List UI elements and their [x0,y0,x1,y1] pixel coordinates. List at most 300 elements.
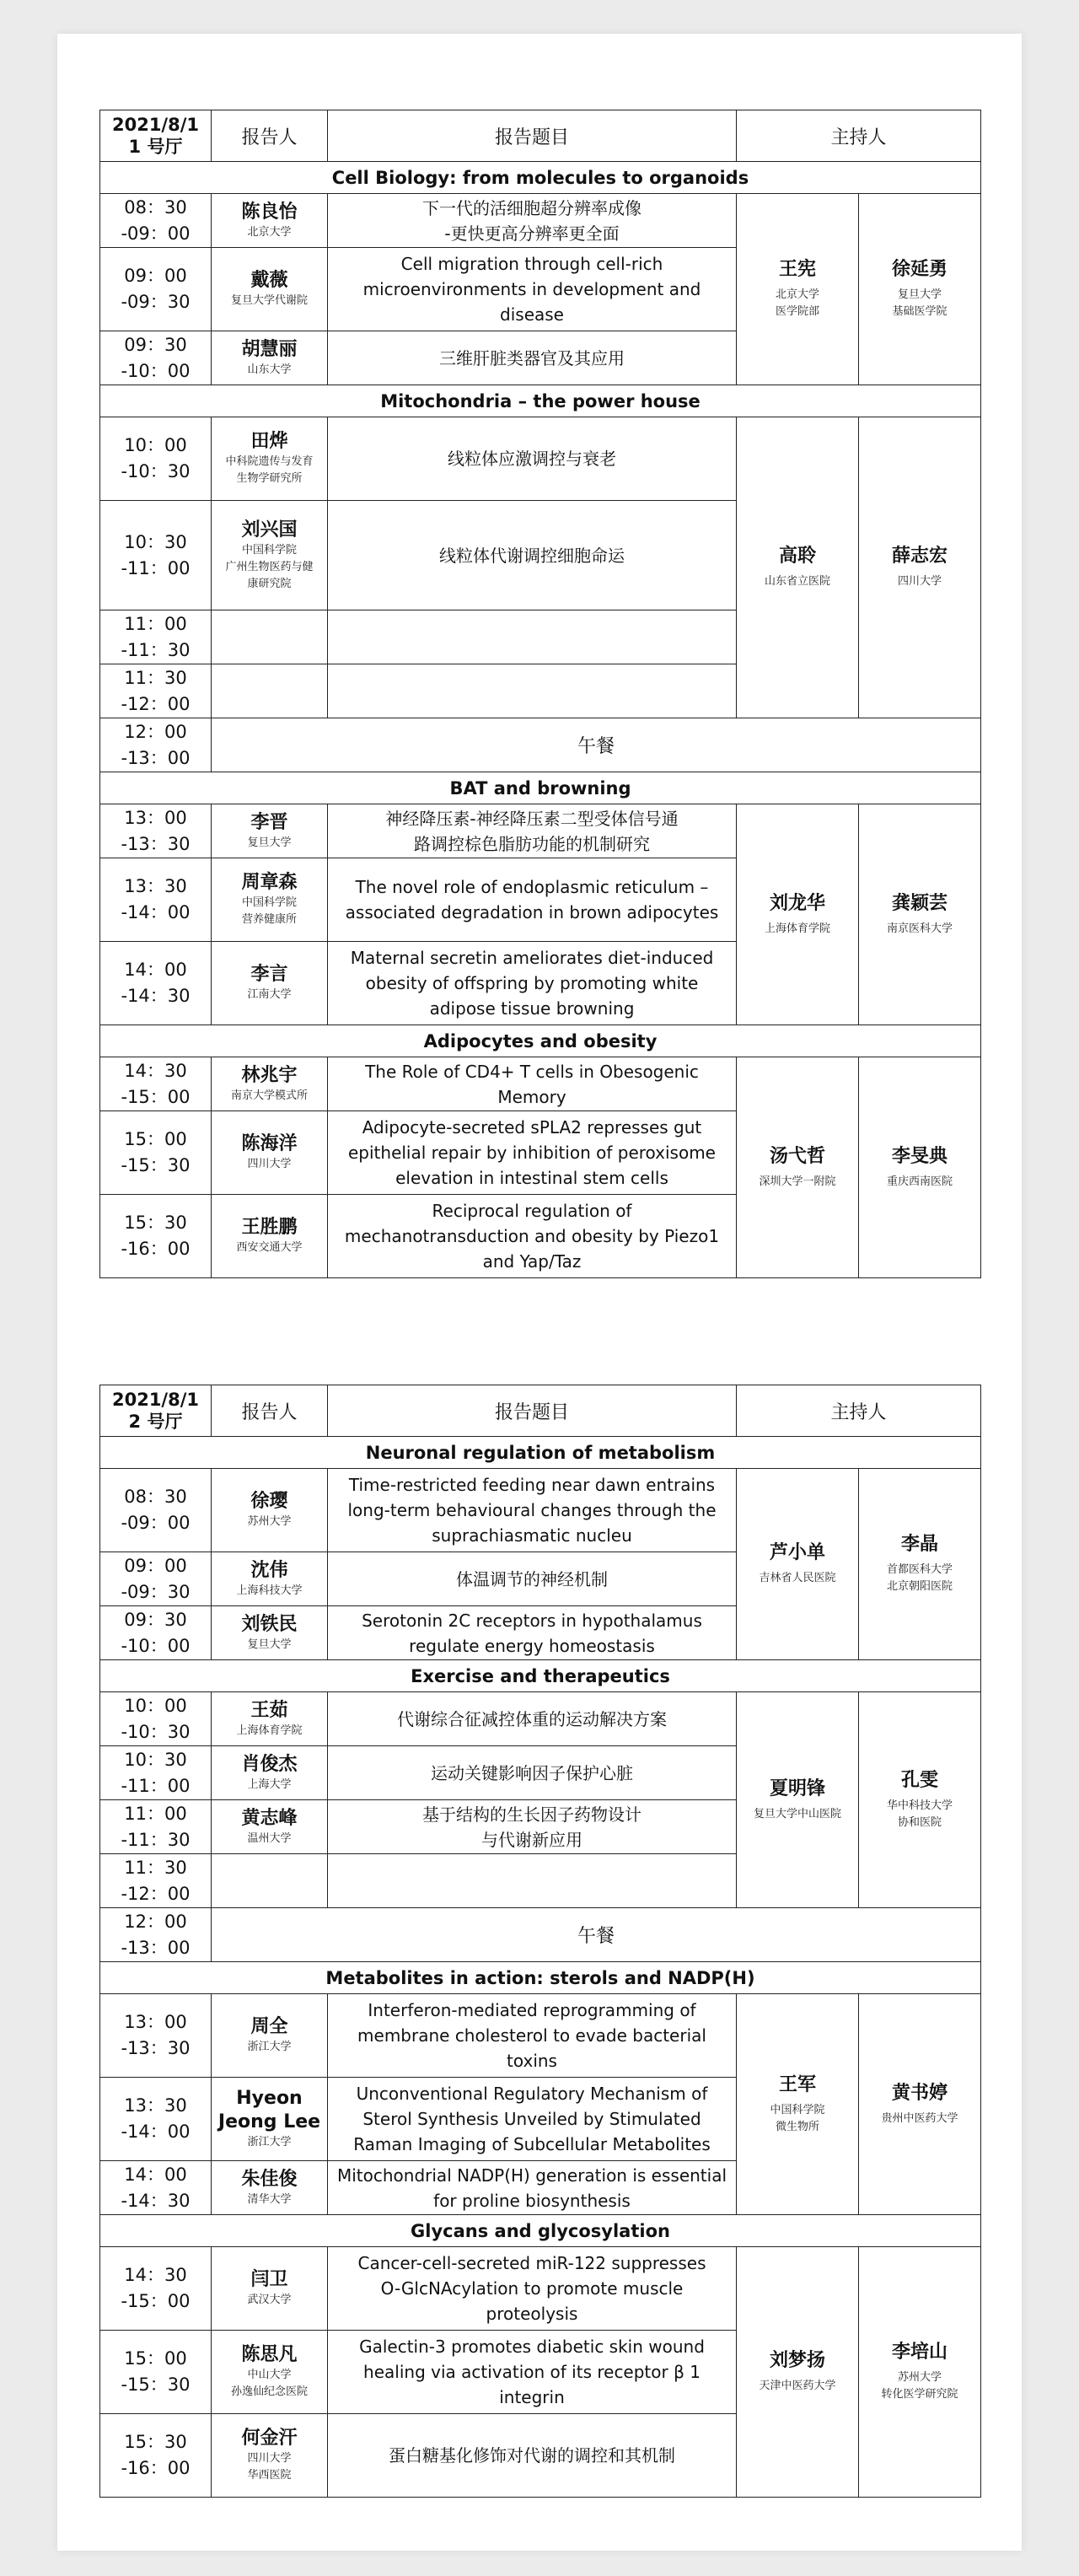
topic-text [328,446,736,471]
speaker-cell [212,331,328,385]
speaker-name: 王胜鹏 [241,1217,298,1238]
time-slot-line: -11：30 [121,639,191,660]
topic-cell [328,1111,737,1195]
time-slot-line: -12：00 [121,693,191,714]
time-cell [100,2161,212,2215]
topic-text-line: 蛋白糖基化修饰对代谢的调控和其机制 [389,2445,675,2466]
time-slot-line: -13：00 [121,747,191,768]
time-slot-line: -16：00 [121,2458,191,2478]
time-slot-line: 10：00 [124,435,187,455]
host-affiliation [737,2102,858,2136]
topic-text-line: 神经降压素-神经降压素二型受体信号通 [385,808,679,829]
speaker-affiliation-line: 苏州大学 [247,1515,292,1528]
speaker-affiliation [212,1583,327,1600]
speaker-affiliation-line: 温州大学 [247,1831,292,1845]
speaker-affiliation [212,2039,327,2056]
host-cell [859,804,981,1025]
time-slot-line: 10：30 [124,531,187,552]
topic-cell [328,1692,737,1746]
topic-text-line: Interferon-mediated reprogramming of [368,2000,696,2020]
time-slot [100,1553,211,1605]
section-title: Glycans and glycosylation [100,2215,981,2247]
time-cell [100,1195,212,1278]
topic-text-line: obesity of offspring by promoting white [365,973,699,993]
speaker-name: 周章森 [241,872,298,893]
lunch-label: 午餐 [212,1908,981,1962]
speaker-name: 徐璎 [250,1491,288,1512]
topic-text-line: -更快更高分辨率更全面 [444,223,620,244]
topic-text-line: Memory [497,1086,566,1107]
speaker-affiliation-line: 广州生物医药与健 [225,560,314,573]
time-cell [100,194,212,248]
topic-text-line: O-GlcNAcylation to promote muscle [380,2278,684,2299]
speaker-affiliation [212,987,327,1003]
speaker-cell [212,1195,328,1278]
time-slot-line: 11：30 [124,667,187,688]
topic-text [328,2251,736,2326]
topic-text-line: Raman Imaging of Subcellular Metabolites [353,2134,711,2154]
host-affiliation [859,921,980,938]
host-cell [859,1469,981,1660]
host-affiliation [859,1562,980,1595]
time-slot-line: -09：00 [121,1513,191,1533]
time-slot-line: -14：30 [121,986,191,1006]
topic-text [328,2081,736,2157]
speaker-affiliation [212,224,327,241]
speaker-cell [212,2331,328,2414]
speaker-affiliation [212,2367,327,2401]
time-slot-line: 09：30 [124,1609,187,1630]
speaker-cell [212,610,328,664]
host-name: 刘龙华 [769,892,825,914]
section-title-row [100,1962,981,1994]
host-affiliation [737,573,858,590]
topic-text-line: disease [500,304,564,325]
time-slot-line: -14：30 [121,2190,191,2211]
date-text: 2021/8/1 [111,1390,199,1410]
speaker-affiliation-line: 孙逸仙纪念医院 [230,2385,308,2398]
topic-text [328,2163,736,2213]
topic-text [328,1567,736,1592]
session-row [100,417,981,501]
time-slot-line: 09：00 [124,1555,187,1576]
time-slot-line: 15：00 [124,2348,187,2369]
speaker-affiliation-line: 生物学研究所 [236,472,303,485]
time-slot-line: 13：00 [124,2012,187,2032]
topic-text-line: 体温调节的神经机制 [456,1568,608,1589]
speaker-affiliation [212,1831,327,1847]
topic-text [328,543,736,568]
time-slot-line: -15：00 [121,1086,191,1107]
speaker-cell [212,1854,328,1908]
speaker-affiliation-line: 中科院遗传与发育 [225,455,314,468]
host-affiliation-line: 基础医学院 [892,305,947,318]
host-affiliation-line: 重庆西南医院 [887,1175,953,1188]
topic-cell [328,2414,737,2498]
speaker-cell [212,1994,328,2078]
speaker-name: 肖俊杰 [241,1753,298,1775]
section-title-row [100,1660,981,1692]
speaker-affiliation-line: 上海科技大学 [236,1584,303,1597]
topic-cell [328,2078,737,2161]
time-slot [100,332,211,385]
time-slot [100,805,211,858]
host-cell [737,1692,859,1908]
time-slot [100,1909,211,1961]
time-cell [100,1994,212,2078]
host-affiliation-line: 苏州大学 [898,2371,942,2384]
speaker-name: 何金汗 [241,2428,298,2449]
time-slot-line: 13：00 [124,807,187,828]
topic-text [328,1115,736,1191]
topic-text-line: and Yap/Taz [482,1251,582,1272]
time-slot [100,719,211,772]
host-affiliation-line: 微生物所 [775,2120,819,2133]
speaker-cell [212,804,328,858]
time-slot [100,665,211,718]
time-cell [100,1800,212,1854]
topic-text-line: associated degradation in brown adipocytes [345,902,719,922]
topic-text [328,1059,736,1110]
topic-text-line: Sterol Synthesis Unveiled by Stimulated [362,2109,701,2129]
topic-cell [328,1606,737,1660]
speaker-name: 田烨 [250,431,288,452]
time-slot-line: -15：30 [121,1155,191,1175]
speaker-cell [212,1111,328,1195]
speaker-affiliation-line: 北京大学 [247,225,292,239]
speaker-name: 黄志峰 [241,1807,298,1829]
speaker-affiliation-line: 上海体育学院 [236,1724,303,1737]
host-affiliation [737,287,858,320]
topic-text [328,874,736,925]
time-slot-line: 08：30 [124,196,187,218]
date-hall-cell [100,1385,212,1437]
topic-cell [328,1994,737,2078]
topic-text-line: for proline biosynthesis [433,2190,631,2211]
time-slot-line: 13：30 [124,2095,187,2116]
time-slot [100,2009,211,2062]
speaker-cell [212,1692,328,1746]
host-header: 主持人 [737,1385,981,1437]
topic-text-line: long-term behavioural changes through the [347,1500,717,1520]
speaker-affiliation-line: 西安交通大学 [236,1241,303,1254]
topic-cell [328,1854,737,1908]
topic-cell [328,858,737,942]
time-slot [100,1747,211,1799]
time-slot-line: -10：30 [121,461,191,481]
topic-text-line: mechanotransduction and obesity by Piezo1 [344,1226,720,1246]
host-affiliation-line: 复旦大学中山医院 [753,1807,841,1820]
speaker-name: 陈海洋 [241,1133,298,1154]
time-slot-line: -10：30 [121,1721,191,1742]
speaker-affiliation [212,2134,327,2151]
time-slot-line: 14：00 [124,960,187,980]
time-cell [100,2414,212,2498]
host-affiliation [737,921,858,938]
host-cell [737,1469,859,1660]
topic-text [328,196,736,246]
section-title: BAT and browning [100,772,981,804]
host-cell [737,1994,859,2215]
topic-text-line: Time-restricted feeding near dawn entrains [348,1475,716,1495]
time-cell [100,1469,212,1552]
host-cell [859,417,981,718]
header-row [100,110,981,162]
topic-cell [328,2161,737,2215]
host-name: 芦小单 [769,1542,825,1563]
time-slot-line: -09：30 [121,1581,191,1602]
speaker-cell [212,2161,328,2215]
speaker-affiliation-line: 中山大学 [247,2369,292,2381]
host-affiliation [737,1570,858,1587]
topic-text [328,806,736,857]
speaker-cell [212,1469,328,1552]
host-affiliation-line: 首都医科大学 [887,1563,953,1576]
date-hall-cell [100,110,212,162]
topic-cell [328,248,737,331]
time-slot [100,195,211,247]
topic-text [328,1608,736,1659]
topic-text-line: The Role of CD4+ T cells in Obesogenic [365,1061,699,1082]
speaker-cell [212,1746,328,1800]
speaker-cell [212,194,328,248]
host-cell [859,1692,981,1908]
time-slot [100,2346,211,2398]
time-slot [100,1210,211,1262]
time-slot [100,611,211,664]
speaker-name: 胡慧丽 [241,338,298,360]
section-title-row [100,772,981,804]
speaker-cell [212,417,328,501]
topic-cell [328,1746,737,1800]
session-row [100,1994,981,2078]
section-title: Metabolites in action: sterols and NADP(H) [100,1962,981,1994]
host-affiliation-line: 转化医学研究院 [881,2388,958,2401]
topic-text-line: Cell migration through cell-rich [400,254,663,274]
time-slot-line: -13：00 [121,1937,191,1958]
time-slot [100,263,211,315]
speaker-cell [212,2078,328,2161]
time-slot-line: 14：30 [124,2265,187,2285]
speaker-affiliation-line: 南京大学模式所 [230,1089,308,1102]
topic-text [328,945,736,1021]
time-slot-line: 15：30 [124,1213,187,1233]
host-affiliation-line: 深圳大学一附院 [759,1175,836,1188]
host-name: 汤弋哲 [769,1145,825,1167]
speaker-affiliation-line: 中国科学院 [241,896,297,909]
time-cell [100,1552,212,1606]
section-title: Adipocytes and obesity [100,1025,981,1057]
host-cell [737,2247,859,2498]
section-title-row [100,385,981,417]
speaker-affiliation-line: 华西医院 [247,2469,292,2482]
lunch-label: 午餐 [212,718,981,772]
topic-text [328,346,736,371]
time-slot-line: -13：30 [121,833,191,854]
host-cell [859,1994,981,2215]
time-slot-line: 13：30 [124,876,187,896]
host-name: 黄书婷 [892,2082,948,2104]
host-affiliation [859,573,980,590]
time-slot-line: -15：00 [121,2291,191,2311]
topic-text [328,1998,736,2073]
speaker-affiliation [212,1637,327,1654]
speaker-affiliation-line: 复旦大学 [247,836,292,849]
speaker-affiliation [212,1723,327,1740]
time-slot [100,1127,211,1179]
section-title: Exercise and therapeutics [100,1660,981,1692]
topic-text-line: healing via activation of its receptor β 1 [363,2362,701,2382]
time-slot-line: -12：00 [121,1883,191,1904]
topic-text-line: regulate energy homeostasis [409,1635,655,1656]
host-cell [737,194,859,385]
topic-text-line: epithelial repair by inhibition of peroxisome [348,1143,716,1163]
topic-cell [328,1195,737,1278]
speaker-cell [212,858,328,942]
host-affiliation-line: 复旦大学 [898,288,942,301]
speaker-affiliation-line: 营养健康所 [241,913,297,926]
time-slot-line: -10：00 [121,1635,191,1656]
speaker-affiliation-line: 上海大学 [247,1777,292,1791]
speaker-affiliation [212,293,327,309]
speaker-affiliation-line: 康研究院 [247,577,292,590]
host-name: 龚颖芸 [892,892,948,914]
topic-text-line: Serotonin 2C receptors in hypothalamus [362,1610,702,1631]
speaker-affiliation [212,2191,327,2208]
host-cell [737,1057,859,1278]
speaker-affiliation [212,362,327,379]
section-title: Cell Biology: from molecules to organoids [100,162,981,194]
topic-text-line: 运动关键影响因子保护心脏 [431,1762,633,1783]
speaker-name: Hyeon Jeong Lee [217,2088,321,2132]
time-slot-line: 15：00 [124,1129,187,1149]
speaker-affiliation-line: 浙江大学 [247,2041,292,2053]
time-slot [100,530,211,582]
host-name: 李旻典 [892,1145,948,1167]
time-slot-line: -11：00 [121,557,191,578]
topic-text [328,1472,736,1548]
time-slot [100,1801,211,1853]
host-affiliation-line: 吉林省人民医院 [759,1572,836,1584]
section-title-row [100,2215,981,2247]
header-row [100,1385,981,1437]
speaker-affiliation [212,454,327,487]
session-row [100,194,981,248]
speaker-affiliation-line: 中国科学院 [241,543,297,557]
speaker-header: 报告人 [212,110,328,162]
session-row [100,804,981,858]
topic-text-line: 线粒体应激调控与衰老 [448,449,616,469]
time-slot-line: 12：00 [124,721,187,742]
host-name: 李培山 [892,2342,948,2363]
time-cell [100,1746,212,1800]
section-title-row [100,1025,981,1057]
host-affiliation-line: 山东省立医院 [764,575,830,588]
hall-text: 1 号厅 [128,137,183,157]
topic-text [328,1198,736,1274]
host-header: 主持人 [737,110,981,162]
lunch-row [100,718,981,772]
host-affiliation [737,1806,858,1823]
host-affiliation-line: 天津中医药大学 [759,2380,836,2392]
topic-text-line: Mitochondrial NADP(H) generation is essential [336,2165,727,2186]
host-name: 王宪 [778,259,816,280]
time-cell [100,1111,212,1195]
speaker-affiliation [212,835,327,852]
topic-text-line: Galectin-3 promotes diabetic skin wound [359,2337,705,2357]
time-slot-line: -15：30 [121,2374,191,2395]
schedule-page [57,34,1022,2551]
speaker-affiliation [212,1088,327,1105]
time-slot-line: 11：00 [124,613,187,634]
speaker-name: 闫卫 [250,2269,288,2290]
speaker-name: 沈伟 [250,1559,288,1581]
speaker-affiliation-line: 复旦大学代谢院 [230,294,308,307]
topic-text-line: Cancer-cell-secreted miR-122 suppresses [357,2253,706,2273]
speaker-affiliation [212,1240,327,1256]
speaker-name: 戴薇 [250,270,288,291]
lunch-row [100,1908,981,1962]
speaker-cell [212,1552,328,1606]
host-affiliation-line: 南京医科大学 [887,922,953,935]
speaker-affiliation-line: 江南大学 [247,988,292,1001]
time-slot [100,1855,211,1907]
topic-text-line: adipose tissue browning [429,998,635,1019]
host-affiliation [859,2111,980,2127]
topic-text [328,2443,736,2468]
time-cell [100,2078,212,2161]
topic-text-line: toxins [507,2051,557,2071]
host-affiliation [859,1798,980,1831]
time-slot-line: -09：00 [121,223,191,244]
speaker-affiliation-line: 复旦大学 [247,1638,292,1651]
time-cell [100,248,212,331]
host-cell [737,804,859,1025]
topic-text [328,1802,736,1853]
time-cell [100,718,212,772]
speaker-name: 周全 [250,2016,288,2037]
schedule-table [99,1385,981,2498]
topic-text-line: Adipocyte-secreted sPLA2 represses gut [362,1117,702,1137]
topic-cell [328,2331,737,2414]
time-slot-line: 09：30 [124,334,187,355]
time-slot-line: -14：00 [121,2122,191,2142]
time-slot [100,433,211,485]
topic-text [328,1761,736,1786]
topic-text-line: elevation in intestinal stem cells [395,1168,668,1188]
time-slot-line: -09：30 [121,292,191,312]
topic-text-line: 基于结构的生长因子药物设计 [422,1804,641,1825]
speaker-affiliation-line: 武汉大学 [247,2294,292,2306]
speaker-name: 陈思凡 [241,2344,298,2365]
speaker-name: 朱佳俊 [241,2168,298,2190]
time-slot [100,2093,211,2145]
time-cell [100,2331,212,2414]
time-slot [100,1058,211,1111]
topic-text [328,251,736,327]
topic-cell [328,501,737,610]
hall-text: 2 号厅 [128,1412,183,1432]
time-slot-line: -11：00 [121,1775,191,1796]
time-slot-line: 09：00 [124,266,187,286]
host-name: 徐延勇 [892,259,948,280]
speaker-name: 王茹 [250,1699,288,1721]
host-name: 薛志宏 [892,546,948,567]
time-cell [100,1854,212,1908]
section-title: Mitochondria – the power house [100,385,981,417]
topic-cell [328,942,737,1025]
time-slot-line: 11：00 [124,1803,187,1824]
